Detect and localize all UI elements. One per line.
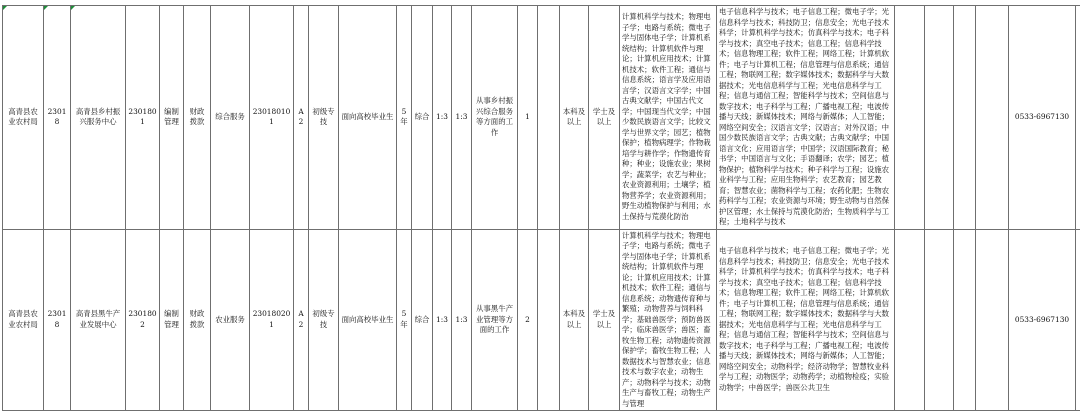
- extra6-cell: [1076, 6, 1080, 230]
- unit-cell: 高青县黑牛产业发展中心: [71, 229, 126, 411]
- extra3-cell: [925, 6, 954, 230]
- unit-cell: 高青县乡村振兴服务中心: [71, 6, 126, 230]
- education-cell: 本科及以上: [560, 6, 589, 230]
- major-grad-cell: 电子信息科学与技术；电子信息工程；微电子学；光信息科学与技术；科技防卫；信息安全；光电子技术科学；计算机科学与技术；仿真科学与技术；电子科学与技术；真空电子技术；信息工程；信息科学技术；信息物理工程；软件工程；网络工程；计算机软件；电子与计算机工程；信息管理与信息系统；通信工程；物联网工程；数字媒体技术；数据科学与大数据技术；光电信息科学与工程；光电信息科学与工程；信息与通信工程；智能科学与技术；空间信息与数字技术；电子科学与工程；广播电视工程；电波传播与天线；新媒体技术；网络与新媒体；人工智能；网络空间安全；汉语言文学；汉语言；对外汉语；中国少数民族语言文学；古典文献；古典文献学；中国语言文化；应用语言学；中国学；汉语国际教育；秘书学；中国语言与文化；手语翻译；农学；园艺；植物保护；植物科学与技术；种子科学与工程；设施农业科学与工程；应用生物科学；农艺教育；园艺教育；智慧农业；菌物科学与工程；农药化肥；生物农药科学与工程；农业资源与环境；野生动物与自然保护区管理；水土保持与荒漠化防治；生物质科学与工程；土地科学与技术: [717, 6, 895, 230]
- duty-cell: 从事乡村振兴综合服务等方面的工作: [472, 6, 518, 230]
- recruitment-table: [2, 5, 1080, 411]
- ratio2-cell: 1:3: [452, 229, 472, 411]
- extra3-cell: [925, 229, 954, 411]
- extra1-cell: [538, 229, 560, 411]
- extra4-cell: [954, 6, 976, 230]
- extra2-cell: [895, 6, 925, 230]
- extra4-cell: [954, 229, 976, 411]
- dept-cell: 高青县农业农村局: [3, 6, 44, 230]
- job-grade-cell: 初级专技: [309, 229, 339, 411]
- staff-type-cell: 编制管理: [160, 229, 184, 411]
- dept-code-cell: 23018: [44, 229, 71, 411]
- extra1-cell: [538, 6, 560, 230]
- ratio1-cell: 1:3: [433, 6, 452, 230]
- major-grad-cell: 电子信息科学与技术；电子信息工程；微电子学；光信息科学与技术；科技防卫；信息安全；光电子技术科学；计算机科学与技术；仿真科学与技术；电子科学与技术；真空电子技术；信息工程；信息科学技术；信息物理工程；软件工程；网络工程；计算机软件；电子与计算机工程；信息管理与信息系统；通信工程；物联网工程；数字媒体技术；数据科学与大数据技术；光电信息科学与工程；光电信息科学与工程；信息与通信工程；智能科学与技术；空间信息与数字技术；电子科学与工程；广播电视工程；电波传播与天线；新媒体技术；网络与新媒体；人工智能；网络空间安全；动物科学；经济动物学；智慧牧业科学与工程；动物医学；动物药学；动植物检疫；实验动物学；中兽医学；兽医公共卫生: [717, 229, 895, 411]
- years-cell: 5年: [397, 6, 412, 230]
- major-undergrad-cell: 计算机科学与技术；物理电子学；电路与系统；微电子学与固体电子学；计算机系统结构；计算机软件与理论；计算机应用技术；计算机技术；软件工程；通信与信息系统；动物遗传育种与繁殖；动物营养与饲料科学；基础兽医学；预防兽医学；临床兽医学；兽医；畜牧生物工程；动物遗传资源保护学；畜牧生物工程；人数据技术与智慧农业；信息技术与数字农业；动物生产；动物科学与技术；动物生产与畜牧工程；动物生产与管理: [620, 229, 717, 411]
- dept-cell: 高青县农业农村局: [3, 229, 44, 411]
- position-code-cell: 230180201: [250, 229, 294, 411]
- category-cell: 农业服务: [211, 229, 250, 411]
- level-cell: A2: [294, 6, 309, 230]
- degree-cell: 学士及以上: [589, 6, 620, 230]
- target-cell: 面向高校毕业生: [339, 6, 397, 230]
- ratio1-cell: 1:3: [433, 229, 452, 411]
- table-row: [3, 6, 1080, 230]
- degree-cell: 学士及以上: [589, 229, 620, 411]
- phone-cell: 0533-6967130: [1009, 229, 1076, 411]
- education-cell: 本科及以上: [560, 229, 589, 411]
- extra6-cell: [1076, 229, 1080, 411]
- position-code-cell: 230180101: [250, 6, 294, 230]
- major-undergrad-cell: 计算机科学与技术；物理电子学；电路与系统；微电子学与固体电子学；计算机系统结构；计算机软件与理论；计算机应用技术；计算机技术；软件工程；通信与信息系统；语言学及应用语言学；汉语言文字学；中国古典文献学；中国古代文学；中国现当代文学；中国少数民族语言文学；比较文学与世界文学；园艺；植物保护；植物病理学；作物栽培学与耕作学；作物遗传育种；种业；设施农业；果树学；蔬菜学；农艺与种业；农业资源利用；土壤学；植物营养学；农业资源利用；野生动植物保护与利用；水土保持与荒漠化防治: [620, 6, 717, 230]
- dept-code-cell: 23018: [44, 6, 71, 230]
- exam-cell: 综合: [412, 229, 433, 411]
- level-cell: A2: [294, 229, 309, 411]
- fund-cell: 财政拨款: [184, 6, 211, 230]
- unit-code-cell: 2301802: [126, 229, 160, 411]
- target-cell: 面向高校毕业生: [339, 229, 397, 411]
- years-cell: 5年: [397, 229, 412, 411]
- extra5-cell: [976, 229, 1009, 411]
- staff-type-cell: 编制管理: [160, 6, 184, 230]
- category-cell: 综合服务: [211, 6, 250, 230]
- phone-cell: 0533-6967130: [1009, 6, 1076, 230]
- count-cell: 1: [518, 6, 538, 230]
- unit-code-cell: 2301801: [126, 6, 160, 230]
- table-row: [3, 229, 1080, 411]
- extra5-cell: [976, 6, 1009, 230]
- duty-cell: 从事黑牛产业管理等方面的工作: [472, 229, 518, 411]
- exam-cell: 综合: [412, 6, 433, 230]
- extra2-cell: [895, 229, 925, 411]
- ratio2-cell: 1:3: [452, 6, 472, 230]
- job-grade-cell: 初级专技: [309, 6, 339, 230]
- fund-cell: 财政拨款: [184, 229, 211, 411]
- count-cell: 2: [518, 229, 538, 411]
